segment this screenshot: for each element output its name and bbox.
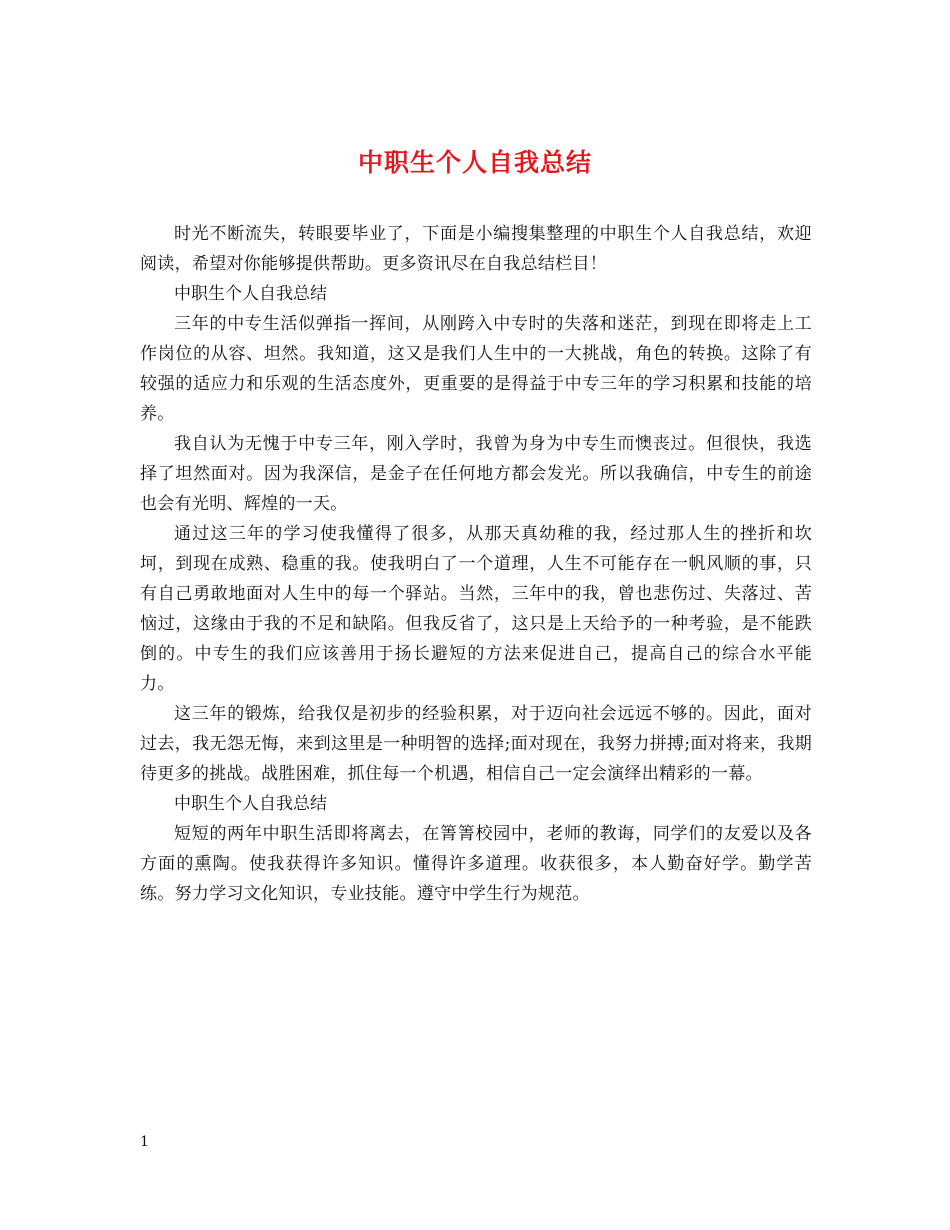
intro-paragraph: 时光不断流失，转眼要毕业了，下面是小编搜集整理的中职生个人自我总结，欢迎阅读，希望对你能够提供帮助。更多资讯尽在自我总结栏目！	[140, 224, 812, 274]
body-paragraph: 三年的中专生活似弹指一挥间，从刚跨入中专时的失落和迷茫，到现在即将走上工作岗位的从容、坦然。我知道，这又是我们人生中的一大挑战，角色的转换。这除了有较强的适应力和乐观的生活态度外，更重要的是得益于中专三年的学习积累和技能的培养。	[140, 314, 812, 424]
page-number: 1	[140, 1134, 149, 1150]
section-heading: 中职生个人自我总结	[174, 284, 327, 304]
document-title: 中职生个人自我总结	[357, 148, 592, 177]
body-paragraph: 这三年的锻炼，给我仅是初步的经验积累，对于迈向社会远远不够的。因此，面对过去，我无怨无悔，来到这里是一种明智的选择;面对现在，我努力拼搏;面对将来，我期待更多的挑战。战胜困难，抓住每一个机遇，相信自己一定会演绎出精彩的一幕。	[140, 704, 812, 784]
section-heading: 中职生个人自我总结	[174, 794, 327, 814]
body-paragraph: 我自认为无愧于中专三年，刚入学时，我曾为身为中专生而懊丧过。但很快，我选择了坦然面对。因为我深信，是金子在任何地方都会发光。所以我确信，中专生的前途也会有光明、辉煌的一天。	[140, 434, 812, 514]
body-paragraph: 通过这三年的学习使我懂得了很多，从那天真幼稚的我，经过那人生的挫折和坎坷，到现在成熟、稳重的我。使我明白了一个道理，人生不可能存在一帆风顺的事，只有自己勇敢地面对人生中的每一个驿站。当然，三年中的我，曾也悲伤过、失落过、苦恼过，这缘由于我的不足和缺陷。但我反省了，这只是上天给予的一种考验，是不能跌倒的。中专生的我们应该善用于扬长避短的方法来促进自己，提高自己的综合水平能力。	[140, 524, 812, 694]
document-body	[140, 219, 812, 909]
body-paragraph: 短短的两年中职生活即将离去，在箐箐校园中，老师的教诲，同学们的友爱以及各方面的熏陶。使我获得许多知识。懂得许多道理。收获很多，本人勤奋好学。勤学苦练。努力学习文化知识，专业技能。遵守中学生行为规范。	[140, 824, 812, 904]
